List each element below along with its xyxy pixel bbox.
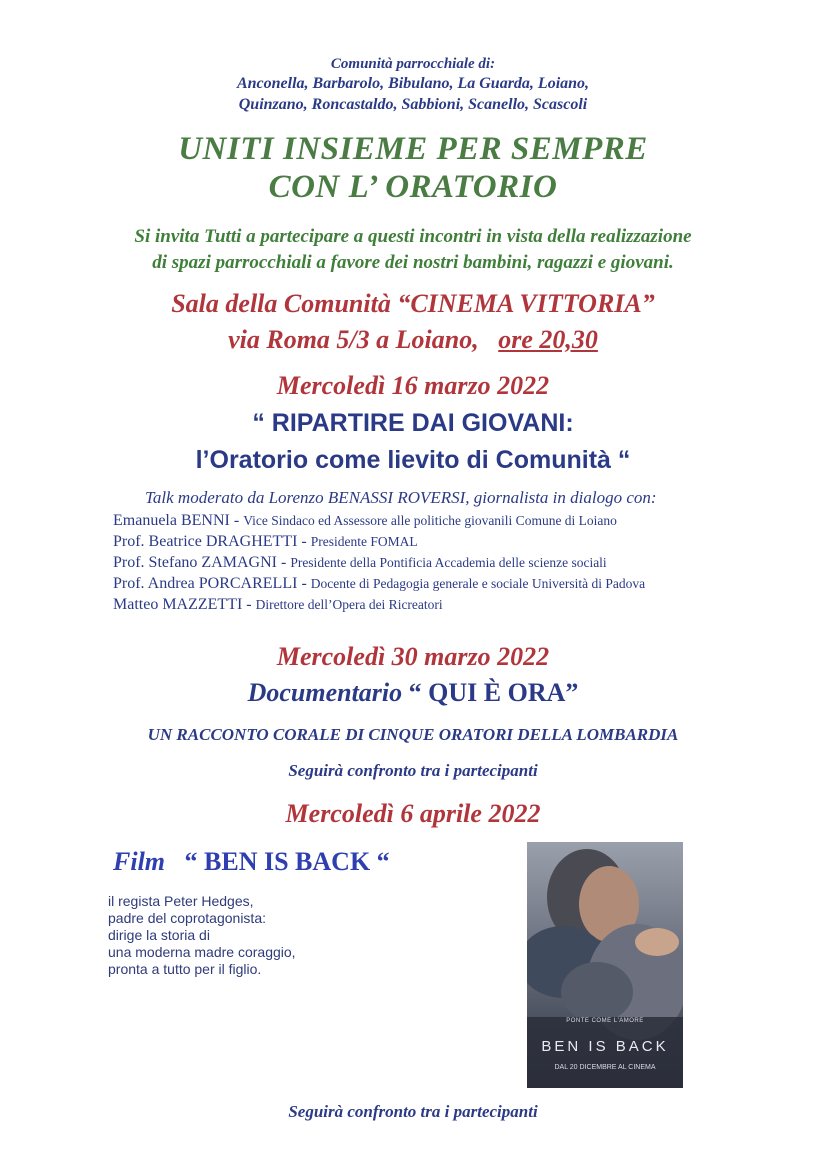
venue-address: via Roma 5/3 a Loiano, [228, 325, 479, 354]
poster-tagline: PONTE COME L'AMORE [566, 1018, 644, 1024]
speaker-name: Prof. Stefano ZAMAGNI [113, 554, 277, 571]
speaker-name: Prof. Andrea PORCARELLI [113, 575, 298, 592]
film-title: “ BEN IS BACK “ [184, 847, 390, 876]
speaker-role: Presidente della Pontificia Accademia delle scienze sociali [290, 555, 607, 570]
film-label: Film [113, 847, 166, 876]
venue-time: ore 20,30 [498, 325, 598, 354]
speaker-item [113, 573, 645, 594]
speaker-role: Docente di Pedagogia generale e sociale Università di Padova [310, 576, 646, 591]
speaker-item [113, 594, 645, 615]
speaker-item [113, 510, 645, 531]
speaker-separator: - [276, 554, 291, 571]
invite-line2: di spazi parrocchiali a favore dei nostri bambini, ragazzi e giovani. [152, 252, 674, 273]
speaker-name: Emanuela BENNI [113, 512, 230, 529]
parish-header-line2: Anconella, Barbarolo, Bibulano, La Guarda, Loiano, [236, 75, 590, 92]
title-line1: UNITI INSIEME PER SEMPRE [178, 131, 648, 167]
event2-followup: Seguirà confronto tra i partecipanti [288, 761, 538, 780]
poster-title: BEN IS BACK [541, 1038, 669, 1055]
event2-documentary [0, 677, 826, 709]
speaker-item [113, 531, 645, 552]
event2-subtitle: UN RACCONTO CORALE DI CINQUE ORATORI DELLA LOMBARDIA [147, 725, 679, 744]
event1-topic-line1: “ RIPARTIRE DAI GIOVANI: [252, 409, 574, 437]
speaker-separator: - [229, 512, 244, 529]
speaker-name: Matteo MAZZETTI [113, 596, 243, 613]
event3-date: Mercoledì 6 aprile 2022 [285, 799, 541, 828]
event3-followup: Seguirà confronto tra i partecipanti [288, 1102, 538, 1121]
film-description-line: il regista Peter Hedges, [108, 893, 254, 909]
title-line2: CON L’ ORATORIO [268, 169, 558, 205]
documentary-label: Documentario [247, 678, 403, 707]
film-description-line: padre del coprotagonista: [108, 910, 266, 926]
poster-release-date: DAL 20 DICEMBRE AL CINEMA [554, 1064, 656, 1071]
venue-line1: Sala della Comunità “CINEMA VITTORIA” [171, 289, 655, 318]
talk-intro: Talk moderato da Lorenzo BENASSI ROVERSI, giornalista in dialogo con: [145, 488, 657, 507]
event1-topic-line2: l’Oratorio come lievito di Comunità “ [195, 446, 631, 474]
speaker-separator: - [297, 533, 311, 550]
event1-date: Mercoledì 16 marzo 2022 [276, 371, 550, 400]
parish-header-line3: Quinzano, Roncastaldo, Sabbioni, Scanello, Scascoli [238, 96, 588, 113]
film-description-line: pronta a tutto per il figlio. [108, 961, 262, 977]
speaker-name: Prof. Beatrice DRAGHETTI [113, 533, 298, 550]
film-description-line: una moderna madre coraggio, [108, 944, 296, 960]
speaker-separator: - [297, 575, 311, 592]
venue-line2 [0, 324, 826, 356]
speaker-role: Vice Sindaco ed Assessore alle politiche giovanili Comune di Loiano [243, 513, 617, 528]
movie-poster [527, 842, 683, 1088]
film-description [108, 893, 296, 978]
invite-line1: Si invita Tutti a partecipare a questi incontri in vista della realizzazione [134, 226, 692, 247]
speaker-role: Presidente FOMAL [310, 534, 418, 549]
event3-film [113, 846, 390, 878]
parish-header-line1: Comunità parrocchiale di: [330, 56, 496, 72]
speaker-list [113, 510, 645, 615]
film-description-line: dirige la storia di [108, 927, 210, 943]
documentary-title: “ QUI È ORA” [408, 678, 579, 707]
speaker-item [113, 552, 645, 573]
speaker-role: Direttore dell’Opera dei Ricreatori [255, 597, 443, 612]
event2-date: Mercoledì 30 marzo 2022 [276, 642, 550, 671]
speaker-separator: - [242, 596, 256, 613]
